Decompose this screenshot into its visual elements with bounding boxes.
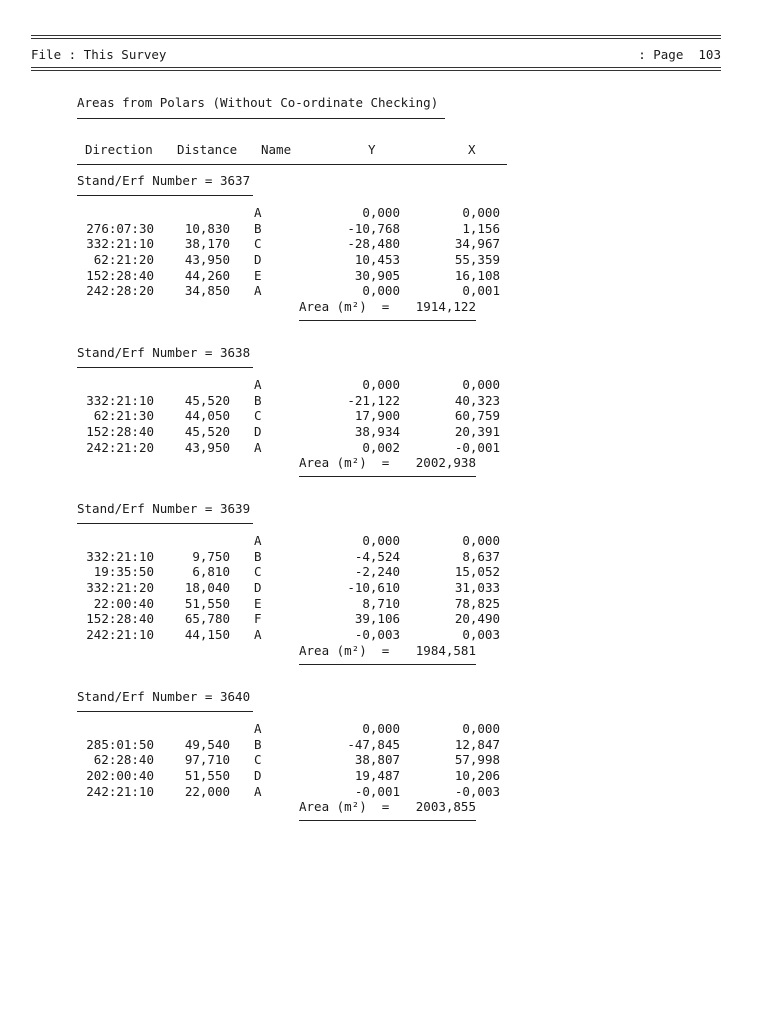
y-coordinate-cell: 39,106: [354, 611, 400, 627]
y-coordinate-cell: 19,487: [354, 767, 400, 783]
distance-cell: 51,550: [184, 767, 230, 783]
y-coordinate-cell: 38,934: [354, 423, 400, 439]
table-row: [0, 236, 768, 252]
area-value: 1984,581: [415, 642, 476, 658]
distance-cell: 49,540: [184, 736, 230, 752]
x-coordinate-cell: 0,003: [462, 626, 500, 642]
y-coordinate-cell: -4,524: [354, 548, 400, 564]
point-name-cell: C: [254, 752, 262, 768]
direction-cell: 202:00:40: [86, 767, 154, 783]
direction-cell: 332:21:10: [86, 236, 154, 252]
distance-cell: 45,520: [184, 392, 230, 408]
y-coordinate-cell: -21,122: [347, 392, 400, 408]
y-coordinate-cell: 17,900: [354, 408, 400, 424]
x-coordinate-cell: 34,967: [454, 236, 500, 252]
point-name-cell: A: [254, 439, 262, 455]
point-name-cell: A: [254, 205, 262, 220]
x-coordinate-cell: 15,052: [454, 564, 500, 580]
distance-cell: 43,950: [184, 439, 230, 455]
point-name-cell: B: [254, 220, 262, 236]
x-coordinate-cell: 0,000: [462, 533, 500, 548]
y-coordinate-cell: 0,000: [362, 533, 400, 548]
x-coordinate-cell: 0,000: [462, 205, 500, 220]
point-name-cell: A: [254, 721, 262, 736]
y-coordinate-cell: -0,001: [354, 783, 400, 799]
stand-heading: Stand/Erf Number = 3639: [77, 501, 251, 516]
area-underline: [299, 476, 476, 477]
x-coordinate-cell: 16,108: [454, 267, 500, 283]
table-row: [0, 440, 768, 456]
point-name-cell: A: [254, 626, 262, 642]
direction-cell: 62:21:20: [93, 251, 154, 267]
y-coordinate-cell: 0,000: [362, 205, 400, 220]
x-coordinate-cell: 0,000: [462, 721, 500, 736]
distance-cell: 97,710: [184, 752, 230, 768]
table-row: [0, 549, 768, 565]
y-coordinate-cell: -28,480: [347, 236, 400, 252]
stand-heading-underline: [77, 195, 253, 196]
y-coordinate-cell: 0,000: [362, 283, 400, 299]
x-coordinate-cell: 31,033: [454, 579, 500, 595]
point-name-cell: C: [254, 236, 262, 252]
table-row: [0, 611, 768, 627]
stand-heading-underline: [77, 711, 253, 712]
distance-cell: 44,050: [184, 408, 230, 424]
page-number: : Page 103: [638, 47, 721, 62]
table-row: [0, 408, 768, 424]
distance-cell: 51,550: [184, 595, 230, 611]
distance-cell: 43,950: [184, 251, 230, 267]
y-coordinate-cell: -10,768: [347, 220, 400, 236]
table-row: [0, 752, 768, 768]
point-name-cell: F: [254, 611, 262, 627]
y-coordinate-cell: 10,453: [354, 251, 400, 267]
direction-cell: 332:21:10: [86, 392, 154, 408]
point-name-cell: B: [254, 392, 262, 408]
distance-cell: 44,150: [184, 626, 230, 642]
x-coordinate-cell: 60,759: [454, 408, 500, 424]
table-row: [0, 784, 768, 800]
point-name-cell: C: [254, 408, 262, 424]
direction-cell: 62:28:40: [93, 752, 154, 768]
x-coordinate-cell: 0,000: [462, 377, 500, 392]
direction-cell: 242:21:10: [86, 626, 154, 642]
x-coordinate-cell: 57,998: [454, 752, 500, 768]
title-underline: [77, 118, 445, 119]
column-header-distance: Distance: [177, 142, 238, 157]
area-value: 2003,855: [415, 799, 476, 815]
point-name-cell: B: [254, 736, 262, 752]
x-coordinate-cell: 20,490: [454, 611, 500, 627]
direction-cell: 276:07:30: [86, 220, 154, 236]
distance-cell: 18,040: [184, 579, 230, 595]
x-coordinate-cell: 8,637: [462, 548, 500, 564]
x-coordinate-cell: 1,156: [462, 220, 500, 236]
direction-cell: 19:35:50: [93, 564, 154, 580]
stand-heading: Stand/Erf Number = 3637: [77, 173, 251, 188]
x-coordinate-cell: 40,323: [454, 392, 500, 408]
table-row: [0, 283, 768, 299]
table-row: [0, 221, 768, 237]
point-name-cell: E: [254, 595, 262, 611]
stand-heading-underline: [77, 367, 253, 368]
y-coordinate-cell: 0,000: [362, 377, 400, 392]
area-label: Area (m²) =: [299, 642, 390, 658]
stand-heading: Stand/Erf Number = 3638: [77, 345, 251, 360]
area-value: 2002,938: [415, 455, 476, 471]
y-coordinate-cell: 30,905: [354, 267, 400, 283]
distance-cell: 34,850: [184, 283, 230, 299]
x-coordinate-cell: 12,847: [454, 736, 500, 752]
distance-cell: 65,780: [184, 611, 230, 627]
direction-cell: 332:21:10: [86, 548, 154, 564]
point-name-cell: A: [254, 377, 262, 392]
area-underline: [299, 820, 476, 821]
direction-cell: 152:28:40: [86, 423, 154, 439]
table-row: [0, 377, 768, 393]
point-name-cell: D: [254, 423, 262, 439]
file-label: File : This Survey: [31, 47, 167, 62]
y-coordinate-cell: 0,002: [362, 439, 400, 455]
x-coordinate-cell: 20,391: [454, 423, 500, 439]
y-coordinate-cell: -47,845: [347, 736, 400, 752]
table-row: [0, 268, 768, 284]
direction-cell: 242:28:20: [86, 283, 154, 299]
area-value: 1914,122: [415, 298, 476, 314]
x-coordinate-cell: -0,001: [454, 439, 500, 455]
column-header-name: Name: [261, 142, 292, 157]
point-name-cell: B: [254, 548, 262, 564]
table-row: [0, 205, 768, 221]
x-coordinate-cell: 78,825: [454, 595, 500, 611]
y-coordinate-cell: -10,610: [347, 579, 400, 595]
distance-cell: 6,810: [192, 564, 230, 580]
table-row: [0, 393, 768, 409]
direction-cell: 242:21:20: [86, 439, 154, 455]
distance-cell: 10,830: [184, 220, 230, 236]
distance-cell: 38,170: [184, 236, 230, 252]
area-underline: [299, 664, 476, 665]
x-coordinate-cell: 55,359: [454, 251, 500, 267]
column-header-x: X: [468, 142, 476, 157]
table-row: [0, 721, 768, 737]
table-row: [0, 768, 768, 784]
table-row: [0, 737, 768, 753]
direction-cell: 152:28:40: [86, 267, 154, 283]
column-header-y: Y: [368, 142, 376, 157]
distance-cell: 44,260: [184, 267, 230, 283]
stand-heading-underline: [77, 523, 253, 524]
y-coordinate-cell: 8,710: [362, 595, 400, 611]
area-underline: [299, 320, 476, 321]
column-header-underline: [77, 164, 507, 165]
table-row: [0, 596, 768, 612]
point-name-cell: A: [254, 283, 262, 299]
area-label: Area (m²) =: [299, 298, 390, 314]
stand-heading: Stand/Erf Number = 3640: [77, 689, 251, 704]
direction-cell: 332:21:20: [86, 579, 154, 595]
x-coordinate-cell: 10,206: [454, 767, 500, 783]
y-coordinate-cell: -2,240: [354, 564, 400, 580]
table-row: [0, 533, 768, 549]
point-name-cell: D: [254, 767, 262, 783]
x-coordinate-cell: -0,003: [454, 783, 500, 799]
report-title: Areas from Polars (Without Co-ordinate Checking): [77, 95, 439, 110]
point-name-cell: E: [254, 267, 262, 283]
point-name-cell: D: [254, 579, 262, 595]
direction-cell: 152:28:40: [86, 611, 154, 627]
distance-cell: 22,000: [184, 783, 230, 799]
table-row: [0, 252, 768, 268]
table-row: [0, 627, 768, 643]
direction-cell: 22:00:40: [93, 595, 154, 611]
table-row: [0, 424, 768, 440]
direction-cell: 285:01:50: [86, 736, 154, 752]
area-label: Area (m²) =: [299, 455, 390, 471]
distance-cell: 9,750: [192, 548, 230, 564]
table-row: [0, 564, 768, 580]
point-name-cell: A: [254, 533, 262, 548]
y-coordinate-cell: 38,807: [354, 752, 400, 768]
direction-cell: 242:21:10: [86, 783, 154, 799]
table-row: [0, 580, 768, 596]
column-header-direction: Direction: [85, 142, 153, 157]
point-name-cell: D: [254, 251, 262, 267]
point-name-cell: A: [254, 783, 262, 799]
x-coordinate-cell: 0,001: [462, 283, 500, 299]
area-label: Area (m²) =: [299, 799, 390, 815]
direction-cell: 62:21:30: [93, 408, 154, 424]
y-coordinate-cell: -0,003: [354, 626, 400, 642]
distance-cell: 45,520: [184, 423, 230, 439]
top-double-rule: [31, 34, 721, 40]
point-name-cell: C: [254, 564, 262, 580]
y-coordinate-cell: 0,000: [362, 721, 400, 736]
header-double-rule: [31, 66, 721, 72]
